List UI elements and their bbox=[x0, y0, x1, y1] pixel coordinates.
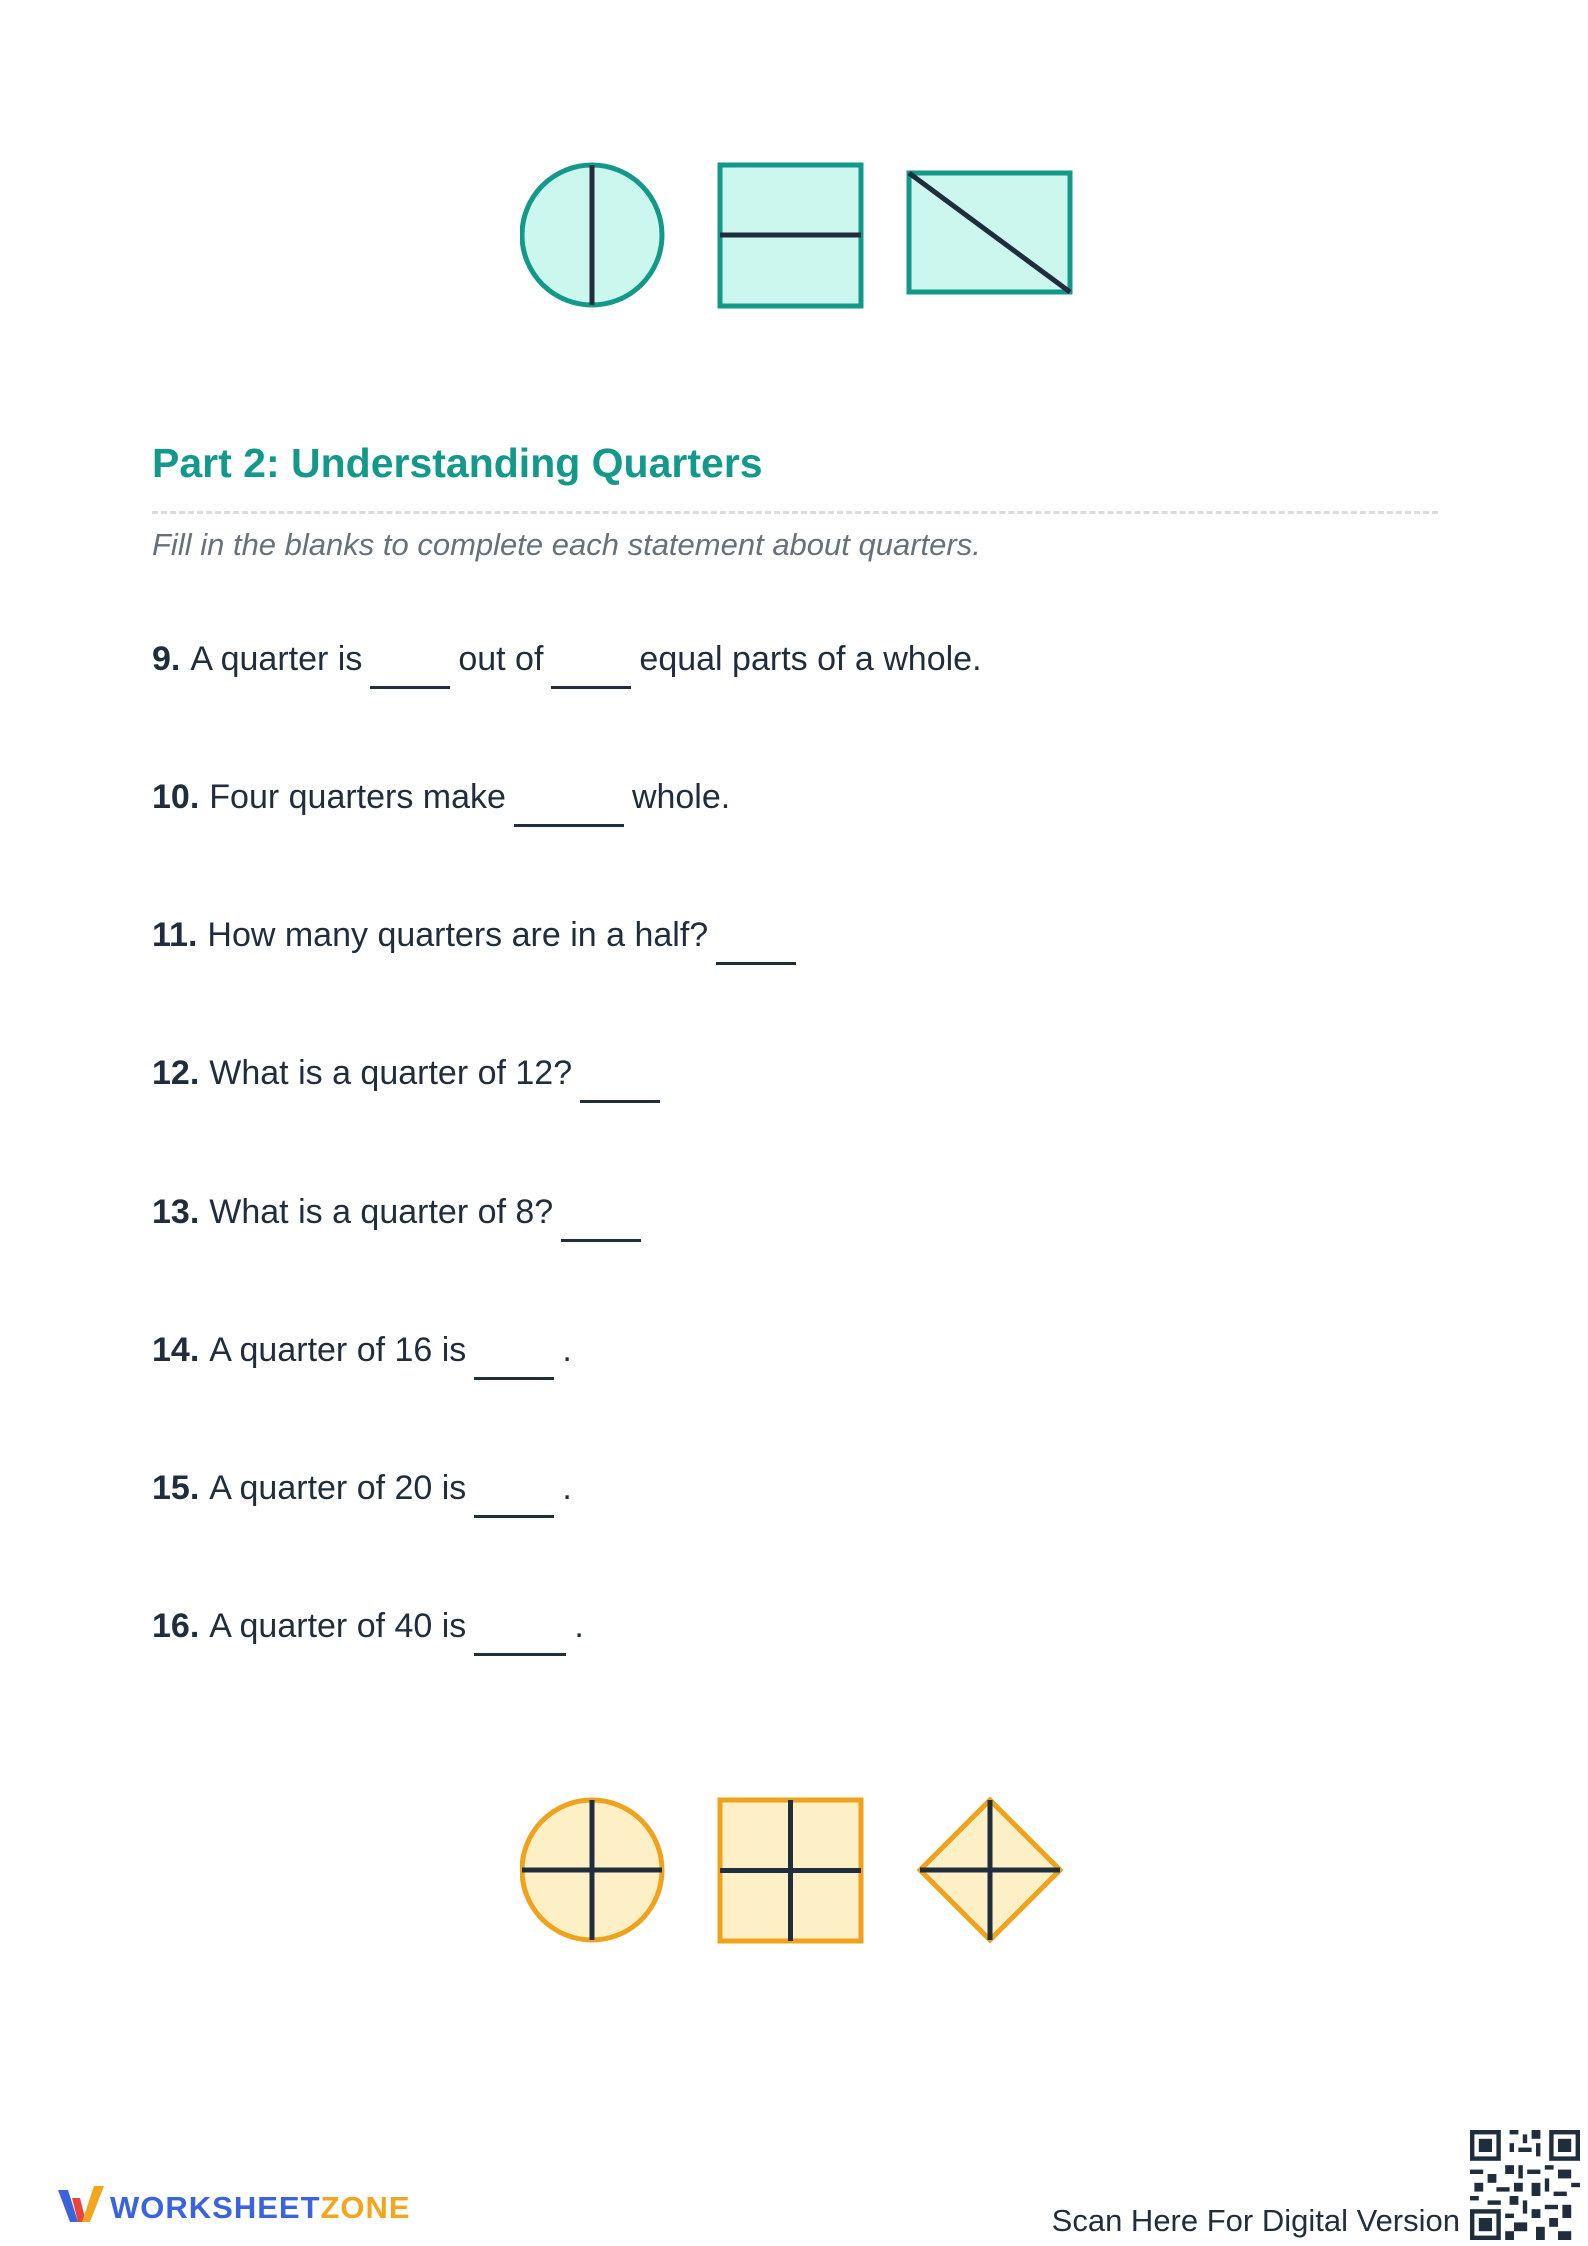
question-number: 11. bbox=[152, 916, 198, 954]
square-halves-icon bbox=[720, 165, 861, 306]
answer-blank[interactable] bbox=[561, 1193, 641, 1242]
question-number: 12. bbox=[152, 1054, 200, 1092]
section-divider bbox=[152, 511, 1438, 514]
rectangle-diagonal-halves-icon bbox=[909, 173, 1070, 292]
question-text: equal parts of a whole. bbox=[639, 640, 982, 678]
brand-name-part1: WORKSHEET bbox=[110, 2190, 321, 2225]
question-number: 15. bbox=[152, 1469, 200, 1507]
answer-blank[interactable] bbox=[551, 640, 631, 689]
answer-blank[interactable] bbox=[474, 1331, 554, 1380]
question-number: 10. bbox=[152, 778, 200, 816]
answer-blank[interactable] bbox=[514, 778, 624, 827]
question-text: . bbox=[574, 1607, 584, 1645]
question-text: What is a quarter of 12? bbox=[209, 1054, 573, 1092]
question-text: . bbox=[562, 1469, 572, 1507]
section-instructions: Fill in the blanks to complete each statement about quarters. bbox=[152, 527, 981, 562]
question-number: 13. bbox=[152, 1193, 200, 1231]
section-title: Part 2: Understanding Quarters bbox=[152, 440, 763, 486]
question-10 bbox=[152, 778, 730, 838]
square-quarters-icon bbox=[720, 1800, 861, 1941]
qr-code-icon[interactable] bbox=[1470, 2130, 1580, 2240]
question-text: A quarter of 20 is bbox=[209, 1469, 467, 1507]
question-text: A quarter of 40 is bbox=[209, 1607, 467, 1645]
question-13 bbox=[152, 1193, 649, 1253]
question-text: What is a quarter of 8? bbox=[209, 1193, 554, 1231]
question-text: whole. bbox=[631, 778, 731, 816]
question-16 bbox=[152, 1607, 584, 1667]
question-number: 16. bbox=[152, 1607, 200, 1645]
answer-blank[interactable] bbox=[474, 1469, 554, 1518]
question-14 bbox=[152, 1331, 572, 1391]
circle-quarters-icon bbox=[522, 1800, 662, 1940]
question-text: out of bbox=[458, 640, 544, 678]
question-number: 9. bbox=[152, 640, 181, 678]
question-text: A quarter of 16 is bbox=[209, 1331, 467, 1369]
answer-blank[interactable] bbox=[474, 1607, 566, 1656]
brand-name-part2: ZONE bbox=[320, 2190, 411, 2225]
question-15 bbox=[152, 1469, 572, 1529]
halves-figures bbox=[520, 158, 1080, 313]
quarters-figures bbox=[520, 1796, 1080, 1944]
answer-blank[interactable] bbox=[716, 916, 796, 965]
question-text: . bbox=[562, 1331, 572, 1369]
question-text: A quarter is bbox=[190, 640, 363, 678]
question-number: 14. bbox=[152, 1331, 200, 1369]
question-11 bbox=[152, 916, 804, 976]
question-12 bbox=[152, 1054, 668, 1114]
scan-prompt: Scan Here For Digital Version bbox=[1051, 2203, 1460, 2238]
circle-halves-icon bbox=[522, 165, 662, 305]
question-text: Four quarters make bbox=[209, 778, 506, 816]
question-9 bbox=[152, 640, 982, 700]
answer-blank[interactable] bbox=[580, 1054, 660, 1103]
brand-name bbox=[110, 2190, 411, 2226]
diamond-quarters-icon bbox=[920, 1800, 1060, 1940]
worksheetzone-logo-icon bbox=[56, 2180, 106, 2230]
question-text: How many quarters are in a half? bbox=[207, 916, 709, 954]
answer-blank[interactable] bbox=[370, 640, 450, 689]
